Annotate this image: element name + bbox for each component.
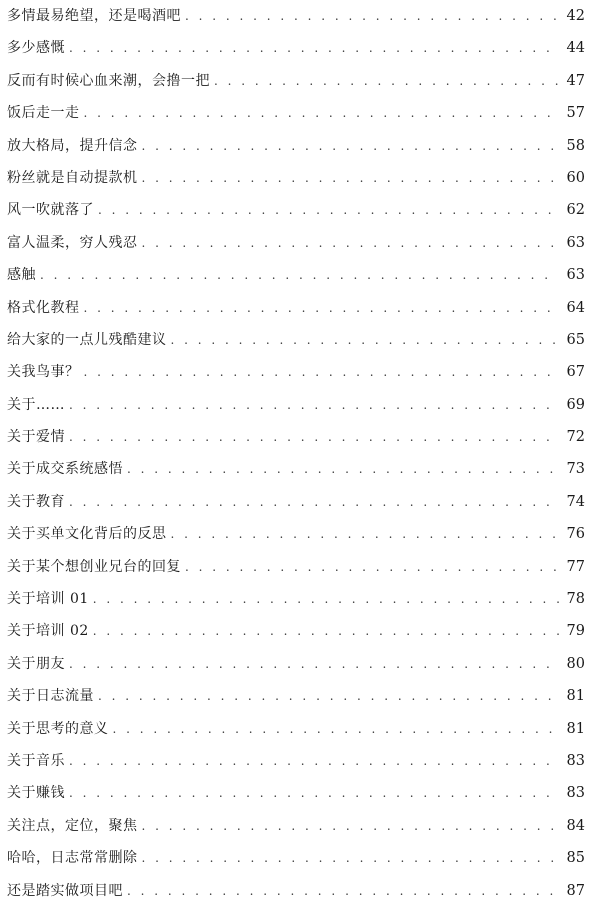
toc-entry[interactable] [7,130,585,162]
toc-entry-page-number: 47 [566,72,585,89]
dot-leader [142,227,560,259]
toc-entry[interactable] [7,292,585,324]
toc-entry-title: 关于音乐 [7,752,65,769]
toc-entry[interactable] [7,551,585,583]
toc-entry-title: 多少感慨 [7,40,65,57]
toc-entry-title: 关我鸟事？ [7,364,80,381]
toc-entry-title: 放大格局，提升信念 [7,137,138,154]
dot-leader [185,551,559,583]
dot-leader [98,680,559,712]
toc-entry[interactable] [7,97,585,129]
toc-entry[interactable] [7,0,585,32]
toc-entry-page-number: 69 [566,396,585,413]
toc-entry-page-number: 81 [566,720,585,737]
dot-leader [98,194,559,226]
toc-entry-page-number: 80 [566,655,585,672]
toc-entry-page-number: 74 [566,493,585,510]
toc-entry-title: 哈哈，日志常常删除 [7,850,138,867]
toc-entry-page-number: 72 [566,429,585,446]
toc-entry-page-number: 83 [566,752,585,769]
dot-leader [142,842,560,874]
toc-entry-page-number: 83 [566,785,585,802]
dot-leader [69,389,559,421]
toc-entry-page-number: 44 [566,40,585,57]
toc-entry[interactable] [7,324,585,356]
toc-entry[interactable] [7,680,585,712]
toc-entry[interactable] [7,356,585,388]
dot-leader [127,453,559,485]
toc-entry-title: 饭后走一走 [7,105,80,122]
dot-leader [171,324,560,356]
toc-entry[interactable] [7,875,585,907]
dot-leader [69,486,559,518]
toc-entry-page-number: 81 [566,688,585,705]
toc-entry-title: 关于朋友 [7,655,65,672]
toc-entry-page-number: 64 [566,299,585,316]
dot-leader [93,583,559,615]
toc-entry[interactable] [7,32,585,64]
toc-entry-page-number: 84 [566,817,585,834]
toc-entry-page-number: 85 [566,850,585,867]
dot-leader [40,259,559,291]
toc-entry-title: 关于培训 01 [7,591,89,608]
toc-entry-title: 感触 [7,267,36,284]
toc-entry-page-number: 63 [566,234,585,251]
toc-entry[interactable] [7,194,585,226]
dot-leader [69,745,559,777]
toc-entry[interactable] [7,227,585,259]
toc-entry-page-number: 60 [566,169,585,186]
toc-entry[interactable] [7,583,585,615]
toc-entry-title: 关于培训 02 [7,623,89,640]
dot-leader [142,810,560,842]
toc-entry-title: 关于赚钱 [7,785,65,802]
dot-leader [69,648,559,680]
toc-entry-page-number: 63 [566,267,585,284]
toc-entry[interactable] [7,518,585,550]
toc-entry-title: 关于成交系统感悟 [7,461,123,478]
dot-leader [69,777,559,809]
toc-entry[interactable] [7,615,585,647]
dot-leader [113,713,560,745]
toc-entry-page-number: 77 [566,558,585,575]
toc-entry[interactable] [7,810,585,842]
dot-leader [142,162,560,194]
toc-entry-title: 关于日志流量 [7,688,94,705]
toc-entry-title: 格式化教程 [7,299,80,316]
toc-entry-page-number: 57 [566,105,585,122]
toc-entry-title: 反而有时候心血来潮，会撸一把 [7,72,210,89]
toc-entry-title: 富人温柔，穷人残忍 [7,234,138,251]
toc-entry-page-number: 62 [566,202,585,219]
toc-entry-page-number: 73 [566,461,585,478]
toc-entry-title: 关于教育 [7,493,65,510]
toc-entry-page-number: 78 [566,591,585,608]
toc-entry-title: 关于买单文化背后的反思 [7,526,167,543]
dot-leader [127,875,559,907]
dot-leader [69,32,559,64]
toc-entry-title: 风一吹就落了 [7,202,94,219]
toc-entry[interactable] [7,777,585,809]
dot-leader [84,97,560,129]
dot-leader [84,292,560,324]
toc-entry-title: 多情最易绝望，还是喝酒吧 [7,8,181,24]
toc-entry[interactable] [7,486,585,518]
toc-entry-page-number: 42 [566,8,585,24]
toc-entry-page-number: 87 [566,882,585,899]
toc-entry[interactable] [7,65,585,97]
toc-entry[interactable] [7,389,585,421]
toc-entry-title: 关注点，定位，聚焦 [7,817,138,834]
toc-entry-page-number: 58 [566,137,585,154]
toc-entry[interactable] [7,259,585,291]
dot-leader [84,356,560,388]
toc-entry[interactable] [7,162,585,194]
toc-entry[interactable] [7,421,585,453]
toc-entry-title: 关于爱情 [7,429,65,446]
toc-entry[interactable] [7,745,585,777]
toc-entry-title: 关于…… [7,396,65,413]
toc-entry-title: 给大家的一点儿残酷建议 [7,331,167,348]
dot-leader [93,615,559,647]
toc-entry[interactable] [7,842,585,874]
toc-entry-page-number: 65 [566,331,585,348]
toc-entry-title: 关于某个想创业兄台的回复 [7,558,181,575]
dot-leader [185,0,559,32]
toc-entry-page-number: 67 [566,364,585,381]
dot-leader [142,130,560,162]
dot-leader [214,65,559,97]
dot-leader [69,421,559,453]
dot-leader [171,518,560,550]
toc-entry-page-number: 79 [566,623,585,640]
toc-entry-title: 粉丝就是自动提款机 [7,169,138,186]
toc-entry-title: 还是踏实做项目吧 [7,882,123,899]
toc-entry[interactable] [7,713,585,745]
toc-entry[interactable] [7,453,585,485]
toc-entry[interactable] [7,648,585,680]
toc-entry-page-number: 76 [566,526,585,543]
toc-list [7,0,585,907]
toc-entry-title: 关于思考的意义 [7,720,109,737]
